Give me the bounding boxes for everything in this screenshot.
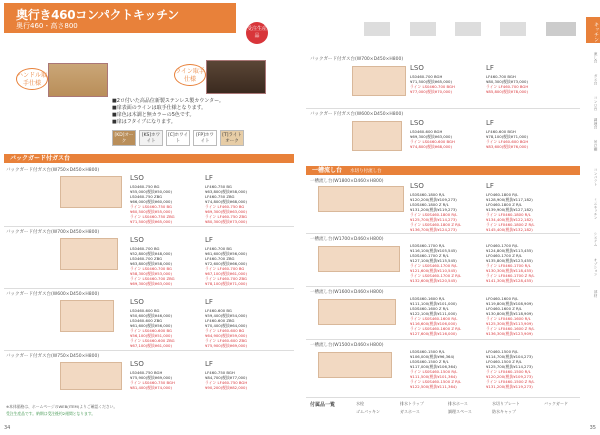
section-label: バックガード付ガス台(W700×D450×H800) (310, 57, 404, 62)
legend-item: 調理スペース (448, 409, 472, 414)
product-image (60, 238, 118, 270)
section-label: バックガード付ガス台(W700×D450×H800) (6, 230, 100, 235)
legend-item: ガスホース (400, 409, 420, 414)
section-label: バックガード付ガス台(W600×D450×H800) (310, 112, 404, 117)
lso-prices: LS0S460-1700 R/L ¥116,100(税抜¥105,545) LS0S460-1700 Z R/L ¥127,100(税抜¥115,545) ライン LS0S460-1700 R/L ¥121,600(税抜¥110,545) ライン LS0S460-1700 Z R/L ¥132,600(税抜¥120,545) (410, 243, 462, 283)
lso-header: LSO (130, 298, 144, 306)
product-image (352, 66, 406, 96)
legend-item: 水栓 (356, 401, 364, 406)
lf-prices: LF460-700 BGH ¥80,300(税抜¥73,000) ライン LF460-700 BGH ¥85,800(税抜¥78,000) (486, 74, 529, 94)
lso-header: LSO (410, 119, 424, 127)
legend-item: 防水キャップ (492, 409, 516, 414)
section-label: 一槽流し台(W1600×D460×H800) (310, 290, 384, 295)
product-image (318, 299, 396, 325)
bullet-3: ■扉色は木調と無カラーの5色です。 (112, 112, 195, 118)
mini-diagram (410, 22, 436, 36)
sinks-header: 一槽流し台 (312, 167, 343, 174)
section-label: 一槽流し台(W1800×D460×H800) (310, 179, 384, 184)
side-item[interactable]: ミニキッチン (594, 198, 598, 220)
product-image (318, 352, 392, 378)
lso-prices: LS0460-600 BGH ¥69,300(税抜¥63,000) ライン LS0460-600 BGH ¥74,800(税抜¥68,000) (410, 129, 455, 149)
section-header-bar: バックガード付ガス台 (4, 154, 294, 163)
divider (4, 226, 294, 227)
section-label: 一槽流し台(W1700×D460×H800) (310, 237, 384, 242)
color-swatches (112, 130, 244, 146)
mini-diagram (364, 22, 390, 36)
side-item[interactable]: 吊戸棚 (594, 140, 598, 151)
side-item[interactable]: 調理台 (594, 118, 598, 129)
section-label: バックガード付ガス台(W600×D450×H800) (6, 292, 100, 297)
product-image (318, 246, 400, 272)
feature-bullets (112, 98, 262, 126)
lf-prices: LF0460-1600 R/L ¥119,800(税抜¥108,909) LF0460-1600 Z R/L ¥130,800(税抜¥118,909) ライン LF0460-1600 R/L ¥125,300(税抜¥113,909) ライン LF0460-1600 Z R/L ¥136,300(税抜¥123,909) (486, 296, 535, 336)
side-item[interactable]: コンパクト (594, 168, 598, 186)
lso-header: LSO (410, 182, 424, 190)
right-page (300, 0, 600, 435)
swatch-2: [KS]ホワイト (139, 130, 163, 146)
product-image (318, 186, 404, 212)
lso-header: LSO (130, 174, 144, 182)
lf-prices: LF460-600 BGH ¥78,100(税抜¥71,000) ライン LF460-600 BGH ¥83,600(税抜¥76,000) (486, 129, 529, 149)
legend-item: 排水ホース (448, 401, 468, 406)
swatch-3: [C]ホワイト (166, 130, 190, 146)
side-item[interactable]: システム (594, 232, 598, 247)
footnote-1: ※本体価格は、ホームページのWEB(ITEM)よりご確認ください。 (6, 404, 118, 409)
divider (306, 233, 580, 234)
page-title: 奥行き460コンパクトキッチン (16, 8, 179, 22)
section-label: バックガード付ガス台(W750×D450×H800) (6, 354, 100, 359)
lso-prices: LS0460-750 BGH ¥75,900(税抜¥69,000) ライン LS0460-750 BGH ¥81,400(税抜¥74,000) (130, 370, 175, 390)
page-number-left: 34 (4, 425, 11, 431)
sinks-header-bar (306, 166, 580, 175)
side-item[interactable]: 流し台 (594, 52, 598, 63)
handle-label: ハンドル取手仕様 (16, 68, 48, 90)
lf-prices: LF460-750 BG ¥63,800(税抜¥58,000) LF460-750 ZBG ¥74,800(税抜¥68,000) ライン LF460-750 BG ¥69,300(税抜¥63,000) ライン LF460-750 ZBG ¥80,300(税抜¥73,000) (205, 184, 247, 224)
section-label: 一槽流し台(W1500×D460×H800) (310, 343, 384, 348)
product-image (352, 121, 402, 151)
divider (4, 350, 294, 351)
swatch-5: [T]ライトオーク (220, 130, 244, 146)
side-item[interactable]: ガス台 (594, 74, 598, 85)
line-label: ライン取手仕様 (174, 64, 206, 86)
legend-item: バックガード (544, 401, 568, 406)
kitchen-image-line (206, 60, 266, 94)
lf-prices: LF0460-1700 R/L ¥124,800(税抜¥113,455) LF0460-1700 Z R/L ¥135,800(税抜¥123,455) ライン LF0460-1700 R/L ¥130,300(税抜¥118,455) ライン LF0460-1700 Z R/L ¥141,300(税抜¥128,455) (486, 243, 535, 283)
lso-prices: LS0S460-1800 R/L ¥120,200(税抜¥109,273) LS0S460-1800 Z R/L ¥131,200(税抜¥119,273) ライン LS0S460-1800 R/L ¥125,700(税抜¥114,273) ライン LS0S460-1800 Z R/L ¥136,700(税抜¥124,273) (410, 192, 462, 232)
kitchen-image-handle (48, 63, 108, 97)
lso-prices: LS0460-750 BG ¥55,000(税抜¥50,000) LS0460-750 ZBG ¥66,000(税抜¥60,000) ライン LS0460-750 BG ¥60,500(税抜¥55,000) ライン LS0460-750 ZBG ¥71,500(税抜¥65,000) (130, 184, 175, 224)
divider (306, 339, 580, 340)
lf-prices: LF460-750 BGH ¥84,700(税抜¥77,000) ライン LF460-750 BGH ¥90,200(税抜¥82,000) (205, 370, 248, 390)
legend-item: 排水トラップ (400, 401, 424, 406)
lso-prices: LS0460-700 BGH ¥71,500(税抜¥65,000) ライン LS0460-700 BGH ¥77,000(税抜¥70,000) (410, 74, 455, 94)
divider (4, 288, 294, 289)
category-tab[interactable]: キッチン (586, 17, 600, 43)
lf-prices: LF0460-1800 R/L ¥128,900(税抜¥117,182) LF0460-1800 Z R/L ¥139,900(税抜¥127,182) ライン LF0460-1800 R/L ¥134,400(税抜¥122,182) ライン LF0460-1800 Z R/L ¥145,400(税抜¥132,182) (486, 192, 535, 232)
lso-header: LSO (410, 64, 424, 72)
title-banner (4, 3, 236, 33)
divider (306, 397, 580, 398)
lf-prices: LF460-700 BG ¥61,600(税抜¥56,000) LF460-700 ZBG ¥72,600(税抜¥66,000) ライン LF460-700 BG ¥67,100(税抜¥61,000) ライン LF460-700 ZBG ¥78,100(税抜¥71,000) (205, 246, 247, 286)
lf-header: LF (486, 182, 494, 190)
swatch-1: [KD]オーク (112, 130, 136, 146)
section-label: バックガード付ガス台(W750×D450×H800) (6, 168, 100, 173)
lf-header: LF (486, 119, 494, 127)
footnote-2: 受注生産品です。納期は受注後約2週間となります。 (6, 411, 96, 416)
divider (306, 108, 580, 109)
lso-prices: LS0S460-1500 R/L ¥106,000(税抜¥96,364) LS0S460-1500 Z R/L ¥117,000(税抜¥106,364) ライン LS0S460-1500 R/L ¥111,500(税抜¥101,364) ライン LS0S460-1500 Z R/L ¥122,500(税抜¥111,364) (410, 349, 462, 389)
lf-prices: LF0460-1500 R/L ¥114,700(税抜¥104,273) LF0460-1500 Z R/L ¥125,700(税抜¥114,273) ライン LF0460-1500 R/L ¥120,200(税抜¥109,273) ライン LF0460-1500 Z R/L ¥131,200(税抜¥119,273) (486, 349, 535, 389)
side-item[interactable]: 部材 (594, 290, 598, 298)
lf-header: LF (205, 360, 213, 368)
swatch-4: [FP]ホワイト (193, 130, 217, 146)
mini-diagram (500, 22, 526, 36)
product-image (60, 362, 122, 390)
mini-diagram (455, 22, 481, 36)
lso-header: LSO (130, 236, 144, 244)
legend-item: ゴムパッキン (356, 409, 380, 414)
page-number-right: 35 (589, 425, 596, 431)
sinks-subheader: 水切り付流し台 (350, 169, 382, 174)
lf-header: LF (486, 64, 494, 72)
side-item[interactable]: コンロ台 (594, 96, 598, 111)
lf-prices: LF460-600 BG ¥59,400(税抜¥54,000) LF460-600 ZBG ¥70,400(税抜¥64,000) ライン LF460-600 BG ¥64,900(税抜¥59,000) ライン LF460-600 ZBG ¥75,900(税抜¥69,000) (205, 308, 247, 348)
bullet-1: ■2ロ付いた高品位新製ステンレス製カウンター。 (112, 98, 224, 104)
lso-prices: LS0S460-1600 R/L ¥111,100(税抜¥101,000) LS0S460-1600 Z R/L ¥122,100(税抜¥111,000) ライン LS0S460-1600 R/L ¥116,600(税抜¥106,000) ライン LS0S460-1600 Z R/L ¥127,600(税抜¥116,000) (410, 296, 462, 336)
lf-header: LF (205, 236, 213, 244)
lf-header: LF (205, 174, 213, 182)
bullet-2: ■扉表面のラインは取手仕様となります。 (112, 105, 207, 111)
made-to-order-badge: 受注生産品 (246, 22, 268, 44)
product-image (60, 300, 114, 332)
bullet-4: ■扉はフタイプになります。 (112, 119, 176, 125)
product-image (60, 176, 122, 208)
page-subtitle: 奥行460・高さ800 (16, 22, 78, 30)
legend-title: 付属品一覧 (310, 402, 336, 408)
lso-prices: LS0460-700 BG ¥52,800(税抜¥48,000) LS0460-700 ZBG ¥63,800(税抜¥58,000) ライン LS0460-700 BG ¥58,300(税抜¥53,000) ライン LS0460-700 ZBG ¥69,300(税抜¥63,000) (130, 246, 175, 286)
lso-prices: LS0460-600 BG ¥50,600(税抜¥46,000) LS0460-600 ZBG ¥61,600(税抜¥56,000) ライン LS0460-600 BG ¥56,100(税抜¥51,000) ライン LS0460-600 ZBG ¥67,100(税抜¥61,000) (130, 308, 175, 348)
lso-header: LSO (130, 360, 144, 368)
mini-diagram (546, 22, 576, 36)
legend-item: 水切りプレート (492, 401, 520, 406)
lf-header: LF (205, 298, 213, 306)
divider (306, 286, 580, 287)
side-item[interactable]: オプション (594, 258, 598, 276)
